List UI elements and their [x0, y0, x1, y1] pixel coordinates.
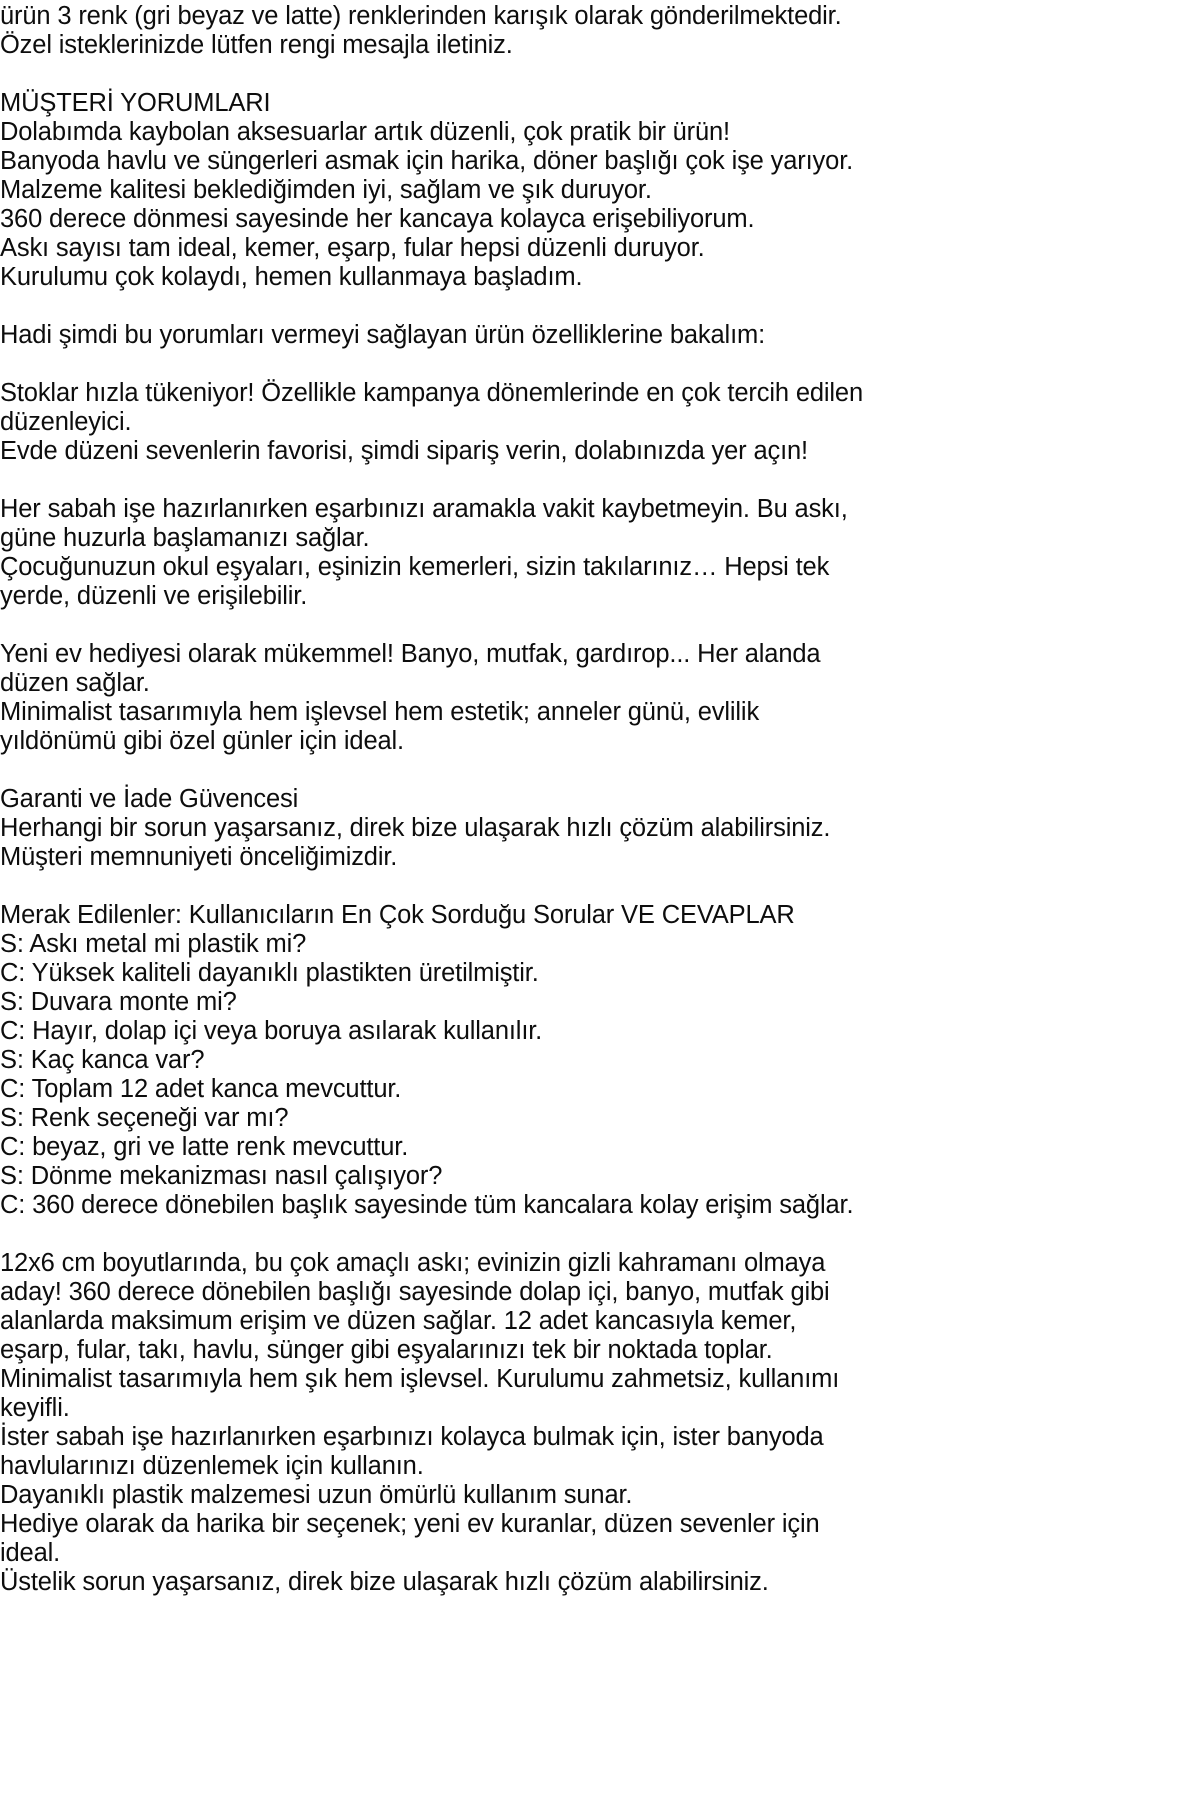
text-block-intro-colors	[0, 2, 1020, 60]
text-line: MÜŞTERİ YORUMLARI	[0, 89, 271, 117]
text-line: Her sabah işe hazırlanırken eşarbınızı aramakla vakit kaybetmeyin. Bu askı,	[0, 495, 848, 523]
text-line: keyifli.	[0, 1394, 70, 1422]
text-line: ürün 3 renk (gri beyaz ve latte) renklerinden karışık olarak gönderilmektedir.	[0, 2, 842, 30]
text-line: alanlarda maksimum erişim ve düzen sağlar. 12 adet kancasıyla kemer,	[0, 1307, 797, 1335]
text-line: Yeni ev hediyesi olarak mükemmel! Banyo, mutfak, gardırop... Her alanda	[0, 640, 821, 668]
text-line: S: Duvara monte mi?	[0, 988, 237, 1016]
text-line: Garanti ve İade Güvencesi	[0, 785, 299, 813]
text-line: Dayanıklı plastik malzemesi uzun ömürlü kullanım sunar.	[0, 1481, 633, 1509]
text-line: S: Renk seçeneği var mı?	[0, 1104, 289, 1132]
text-line: Askı sayısı tam ideal, kemer, eşarp, fular hepsi düzenli duruyor.	[0, 234, 705, 262]
text-line: C: Hayır, dolap içi veya boruya asılarak kullanılır.	[0, 1017, 543, 1045]
text-line: Stoklar hızla tükeniyor! Özellikle kampanya dönemlerinde en çok tercih edilen	[0, 379, 863, 407]
text-line: Minimalist tasarımıyla hem şık hem işlevsel. Kurulumu zahmetsiz, kullanımı	[0, 1365, 840, 1393]
text-line: yerde, düzenli ve erişilebilir.	[0, 582, 308, 610]
text-line: C: 360 derece dönebilen başlık sayesinde tüm kancalara kolay erişim sağlar.	[0, 1191, 854, 1219]
text-line: eşarp, fular, takı, havlu, sünger gibi eşyalarınızı tek bir noktada toplar.	[0, 1336, 773, 1364]
text-block-customer-reviews	[0, 89, 1020, 292]
text-line: S: Askı metal mi plastik mi?	[0, 930, 307, 958]
text-line: Herhangi bir sorun yaşarsanız, direk bize ulaşarak hızlı çözüm alabilirsiniz.	[0, 814, 831, 842]
text-line: Çocuğunuzun okul eşyaları, eşinizin kemerleri, sizin takılarınız… Hepsi tek	[0, 553, 830, 581]
text-line: 12x6 cm boyutlarında, bu çok amaçlı askı; evinizin gizli kahramanı olmaya	[0, 1249, 826, 1277]
text-block-warranty	[0, 785, 1020, 872]
text-line: C: Toplam 12 adet kanca mevcuttur.	[0, 1075, 402, 1103]
text-line: S: Dönme mekanizması nasıl çalışıyor?	[0, 1162, 443, 1190]
text-block-stock-urgency	[0, 379, 1020, 466]
text-line: yıldönümü gibi özel günler için ideal.	[0, 727, 404, 755]
text-line: Malzeme kalitesi beklediğimden iyi, sağlam ve şık duruyor.	[0, 176, 652, 204]
text-line: Kurulumu çok kolaydı, hemen kullanmaya başladım.	[0, 263, 583, 291]
text-line: Minimalist tasarımıyla hem işlevsel hem estetik; anneler günü, evlilik	[0, 698, 760, 726]
text-line: İster sabah işe hazırlanırken eşarbınızı kolayca bulmak için, ister banyoda	[0, 1423, 824, 1451]
text-line: havlularınızı düzenlemek için kullanın.	[0, 1452, 424, 1480]
document-text-body	[0, 2, 1020, 1597]
text-line: Müşteri memnuniyeti önceliğimizdir.	[0, 843, 398, 871]
text-line: Evde düzeni sevenlerin favorisi, şimdi sipariş verin, dolabınızda yer açın!	[0, 437, 808, 465]
text-line: aday! 360 derece dönebilen başlığı sayesinde dolap içi, banyo, mutfak gibi	[0, 1278, 830, 1306]
text-line: S: Kaç kanca var?	[0, 1046, 205, 1074]
text-block-faq	[0, 901, 1020, 1220]
text-line: düzen sağlar.	[0, 669, 150, 697]
text-line: ideal.	[0, 1539, 61, 1567]
text-line: düzenleyici.	[0, 408, 132, 436]
text-line: Hadi şimdi bu yorumları vermeyi sağlayan ürün özelliklerine bakalım:	[0, 321, 766, 349]
text-block-gift-ideas	[0, 640, 1020, 756]
text-line: Hediye olarak da harika bir seçenek; yeni ev kuranlar, düzen sevenler için	[0, 1510, 820, 1538]
text-line: Özel isteklerinizde lütfen rengi mesajla iletiniz.	[0, 31, 513, 59]
text-block-transition	[0, 321, 1020, 350]
text-line: Merak Edilenler: Kullanıcıların En Çok Sorduğu Sorular VE CEVAPLAR	[0, 901, 795, 929]
text-line: C: beyaz, gri ve latte renk mevcuttur.	[0, 1133, 409, 1161]
text-line: Üstelik sorun yaşarsanız, direk bize ulaşarak hızlı çözüm alabilirsiniz.	[0, 1568, 769, 1596]
text-line: 360 derece dönmesi sayesinde her kancaya kolayca erişebiliyorum.	[0, 205, 755, 233]
text-block-summary	[0, 1249, 1020, 1597]
text-line: Banyoda havlu ve süngerleri asmak için harika, döner başlığı çok işe yarıyor.	[0, 147, 854, 175]
text-block-daily-use	[0, 495, 1020, 611]
text-line: C: Yüksek kaliteli dayanıklı plastikten üretilmiştir.	[0, 959, 539, 987]
text-line: güne huzurla başlamanızı sağlar.	[0, 524, 370, 552]
text-line: Dolabımda kaybolan aksesuarlar artık düzenli, çok pratik bir ürün!	[0, 118, 730, 146]
